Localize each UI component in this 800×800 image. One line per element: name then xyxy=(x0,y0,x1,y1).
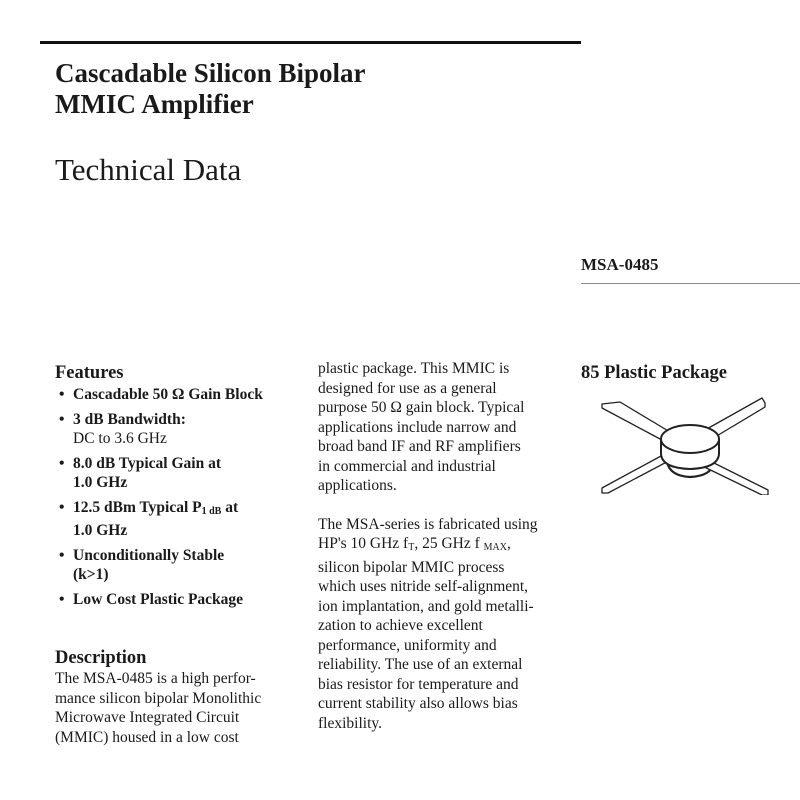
feature-text: (k>1) xyxy=(73,566,109,583)
lead-top-left xyxy=(602,402,670,440)
features-heading: Features xyxy=(55,363,124,383)
part-number-rule xyxy=(581,283,800,284)
feature-text: • Unconditionally Stable xyxy=(73,546,225,564)
body-text: , 25 GHz f xyxy=(414,535,484,552)
feature-text: 12.5 dBm Typical P xyxy=(73,498,202,516)
description-line: (MMIC) housed in a low cost xyxy=(55,728,239,746)
part-number: MSA-0485 xyxy=(581,255,659,274)
features-list xyxy=(55,385,300,609)
body-line: silicon bipolar MMIC process xyxy=(318,558,505,576)
feature-item xyxy=(55,590,300,610)
package-top xyxy=(661,425,719,453)
feature-item xyxy=(55,454,300,493)
package-drawing xyxy=(590,390,780,495)
body-line: bias resistor for temperature and xyxy=(318,675,519,693)
body-line: plastic package. This MMIC is xyxy=(318,360,510,377)
body-line: applications include narrow and xyxy=(318,418,517,436)
package-heading: 85 Plastic Package xyxy=(581,363,727,383)
body-line: purpose 50 Ω gain block. Typical xyxy=(318,399,525,416)
title-line: MMIC Amplifier xyxy=(55,89,254,119)
body-line: which uses nitride self-alignment, xyxy=(318,578,529,595)
body-line: broad band IF and RF amplifiers xyxy=(318,438,521,455)
body-line: zation to achieve excellent xyxy=(318,617,483,634)
body-line xyxy=(318,534,578,558)
feature-text: • 3 dB Bandwidth: xyxy=(73,410,186,428)
header-rule xyxy=(40,41,581,44)
subscript: T xyxy=(408,542,415,553)
body-line: flexibility. xyxy=(318,714,382,732)
feature-text: • 8.0 dB Typical Gain at xyxy=(73,454,221,472)
body-text: , xyxy=(506,535,511,552)
feature-detail: DC to 3.6 GHz xyxy=(73,430,167,447)
feature-text: Low Cost Plastic Package xyxy=(73,590,244,608)
description-section xyxy=(55,647,300,747)
body-line: applications. xyxy=(318,477,397,494)
description-line: Microwave Integrated Circuit xyxy=(55,709,240,726)
title-line: Cascadable Silicon Bipolar xyxy=(55,58,366,88)
feature-subscript: 1 dB xyxy=(201,505,222,517)
feature-text: Cascadable 50 Ω Gain Block xyxy=(73,386,263,403)
description-continued xyxy=(318,359,578,733)
feature-text: 1.0 GHz xyxy=(73,522,128,539)
features-section xyxy=(55,362,300,614)
body-line: reliability. The use of an external xyxy=(318,656,523,673)
body-line: current stability also allows bias xyxy=(318,695,518,712)
body-line: ion implantation, and gold metalli- xyxy=(318,597,534,615)
body-line: designed for use as a general xyxy=(318,379,497,397)
document-subtitle: Technical Data xyxy=(55,152,242,187)
body-line: performance, uniformity and xyxy=(318,636,497,654)
description-heading: Description xyxy=(55,648,147,668)
document-title xyxy=(55,58,366,120)
description-line: The MSA-0485 is a high perfor- xyxy=(55,670,256,687)
body-line: The MSA-series is fabricated using xyxy=(318,515,538,533)
description-line: mance silicon bipolar Monolithic xyxy=(55,689,262,707)
subscript: MAX xyxy=(483,542,507,553)
feature-text: 1.0 GHz xyxy=(73,474,128,491)
feature-text: at xyxy=(221,498,239,516)
body-text: HP's 10 GHz f xyxy=(318,535,409,552)
feature-item xyxy=(55,498,300,541)
body-line: in commercial and industrial xyxy=(318,457,496,475)
feature-item xyxy=(55,410,300,449)
feature-item xyxy=(55,385,300,405)
feature-item xyxy=(55,546,300,585)
